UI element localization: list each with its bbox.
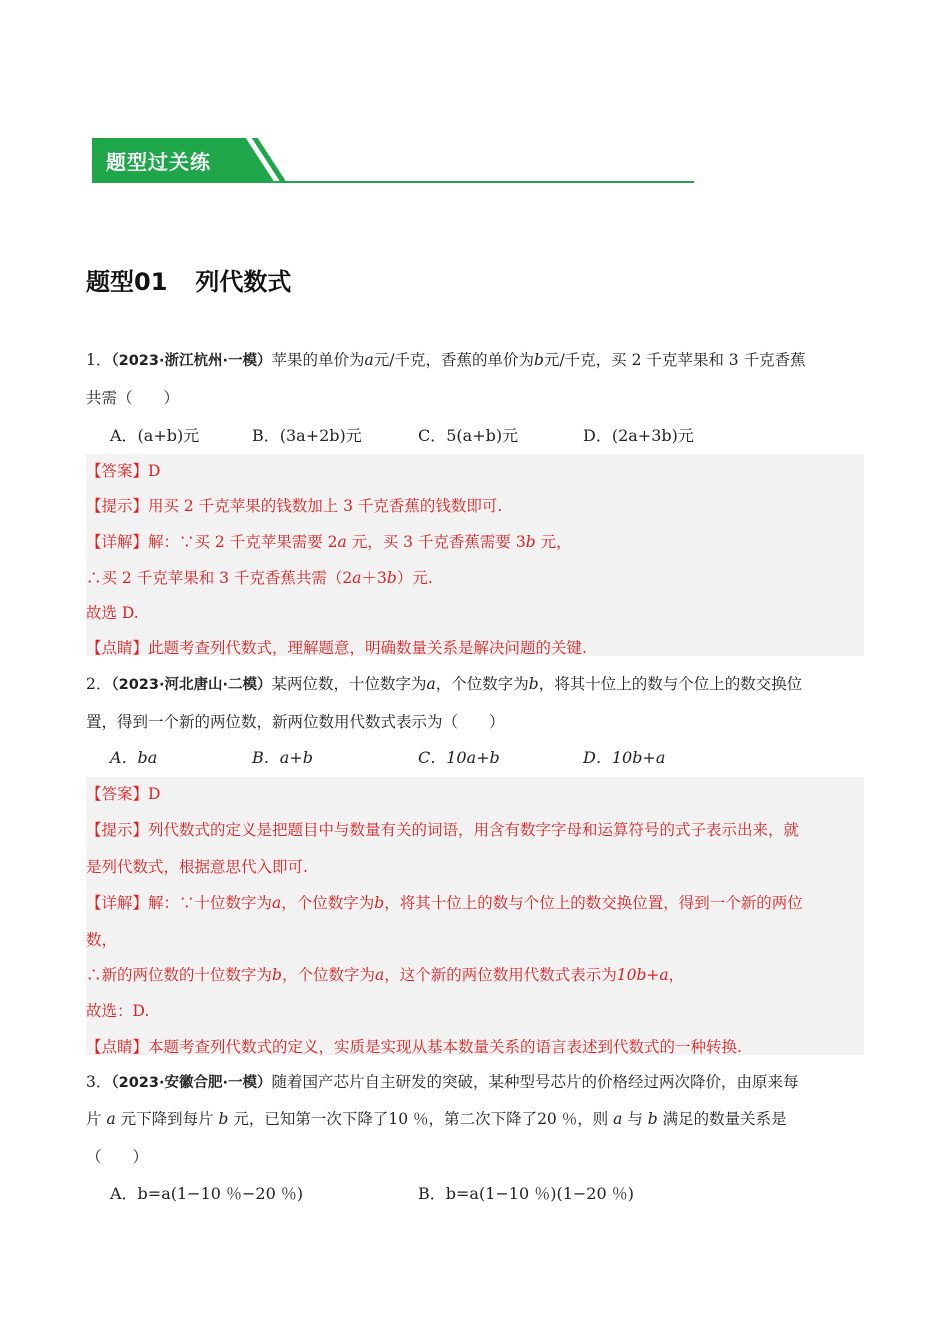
question-2-line-2: 置，得到一个新的两位数，新两位数用代数式表示为（ ） <box>86 713 505 731</box>
q1-option-b: B．(3a+2b)元 <box>252 426 362 445</box>
q1-comment: 【点睛】此题考查列代数式，理解题意，明确数量关系是解决问题的关键. <box>86 639 587 657</box>
q1-option-a: A．(a+b)元 <box>110 426 200 445</box>
q3-option-b: B．b=a(1−10 ％)(1−20 ％) <box>418 1184 634 1203</box>
q1-answer-box <box>86 454 864 656</box>
q2-option-b: B．a+b <box>252 748 313 767</box>
q3-option-a: A．b=a(1−10 ％−20 ％) <box>110 1184 304 1203</box>
q2-answer: 【答案】D <box>86 785 161 803</box>
q2-comment: 【点睛】本题考查列代数式的定义，实质是实现从基本数量关系的语言表述到代数式的一种转换. <box>86 1038 742 1056</box>
q2-option-d: D．10b+a <box>583 748 666 767</box>
question-3-line-3: （ ） <box>86 1148 149 1166</box>
q2-choose: 故选：D. <box>86 1002 150 1020</box>
banner-title: 题型过关练 <box>106 150 211 174</box>
q1-hint: 【提示】用买 2 千克苹果的钱数加上 3 千克香蕉的钱数即可. <box>86 497 503 515</box>
banner-underline <box>92 181 694 183</box>
section-title: 题型01 列代数式 <box>86 268 292 296</box>
q1-choose: 故选 D. <box>86 604 139 622</box>
question-1-line-1: 1．（2023·浙江杭州·一模）苹果的单价为a元/千克，香蕉的单价为b元/千克，买 2 千克苹果和 3 千克香蕉 <box>86 351 806 369</box>
q1-option-d: D．(2a+3b)元 <box>583 426 694 445</box>
q2-detail-line-2: 数， <box>86 931 118 949</box>
q2-hint-line-2: 是列代数式，根据意思代入即可. <box>86 858 308 876</box>
q2-therefore: ∴新的两位数的十位数字为b，个位数字为a，这个新的两位数用代数式表示为10b+a， <box>86 966 685 984</box>
q2-detail-line-1: 【详解】解：∵十位数字为a，个位数字为b，将其十位上的数与个位上的数交换位置，得到一个新的两位 <box>86 894 803 912</box>
q1-therefore: ∴买 2 千克苹果和 3 千克香蕉共需（2a＋3b）元. <box>86 569 433 587</box>
question-3-line-1: 3．（2023·安徽合肥·一模）随着国产芯片自主研发的突破，某种型号芯片的价格经过两次降价，由原来每 <box>86 1073 799 1091</box>
q1-answer: 【答案】D <box>86 462 161 480</box>
q1-detail: 【详解】解：∵买 2 千克苹果需要 2a 元，买 3 千克香蕉需要 3b 元， <box>86 533 572 551</box>
question-2-line-1: 2．（2023·河北唐山·二模）某两位数，十位数字为a，个位数字为b，将其十位上的数与个位上的数交换位 <box>86 675 803 693</box>
q1-option-c: C．5(a+b)元 <box>418 426 519 445</box>
question-3-line-2: 片 a 元下降到每片 b 元，已知第一次下降了10 ％，第二次下降了20 ％，则 a 与 b 满足的数量关系是 <box>86 1110 787 1128</box>
section-banner <box>92 138 694 184</box>
q2-hint-line-1: 【提示】列代数式的定义是把题目中与数量有关的词语，用含有数字字母和运算符号的式子表示出来，就 <box>86 821 800 839</box>
question-1-line-2: 共需（ ） <box>86 389 180 407</box>
q2-option-c: C．10a+b <box>418 748 500 767</box>
q2-option-a: A．ba <box>110 748 158 767</box>
